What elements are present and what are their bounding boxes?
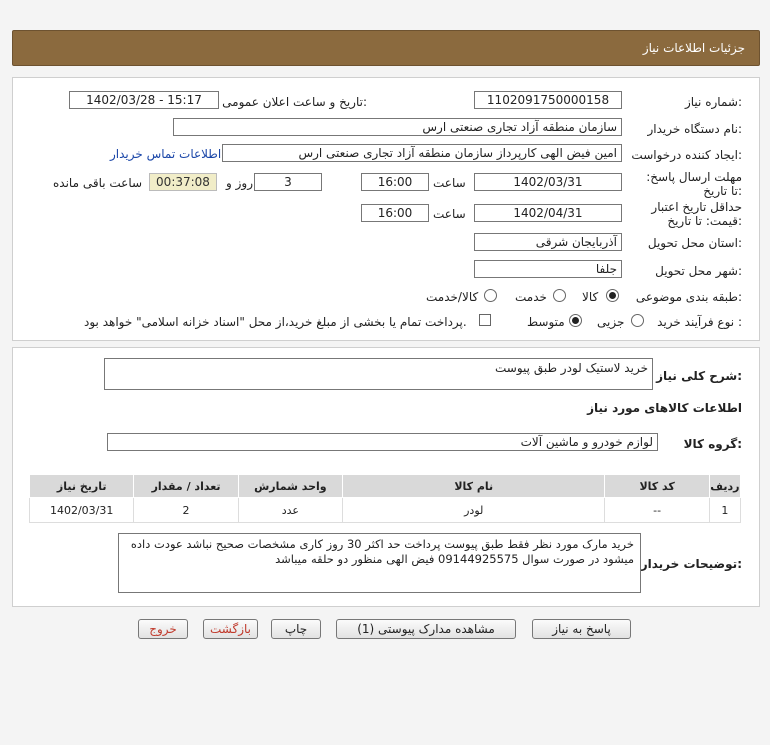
category-goods-service-radio[interactable] [484, 289, 497, 302]
city-field: جلفا [474, 260, 622, 278]
need-number-label: شماره نیاز: [684, 95, 742, 109]
buyer-org-label: نام دستگاه خریدار: [647, 122, 742, 136]
reply-time-label: ساعت [433, 176, 466, 190]
category-label: طبقه بندی موضوعی: [635, 290, 742, 304]
back-button[interactable]: بازگشت [203, 619, 258, 639]
validity-time-field: 16:00 [361, 204, 429, 222]
announce-datetime-field: 1402/03/28 - 15:17 [69, 91, 219, 109]
creator-field: امین فیض الهی کارپرداز سازمان منطقه آزاد تجاری صنعتی ارس [222, 144, 622, 162]
days-field: 3 [254, 173, 322, 191]
col-code: کد کالا [605, 475, 709, 498]
process-minor-label: جزیی [597, 315, 625, 329]
buyer-notes-field: خرید مارک مورد نظر فقط طبق پیوست پرداخت حد اکثر 30 روز کاری مشخصات صحیح نباشد عودت داده میشود در صورت سوال 09144925575 فیض الهی منظور دو حلقه میباشد [118, 533, 641, 593]
goods-table [29, 474, 741, 523]
cell-unit: عدد [238, 498, 342, 523]
days-label: روز و [226, 176, 253, 190]
process-medium-radio[interactable] [569, 314, 582, 327]
col-row: ردیف [709, 475, 740, 498]
treasury-payment-checkbox[interactable] [479, 314, 491, 326]
page-title: جزئیات اطلاعات نیاز [642, 41, 745, 55]
process-medium-label: متوسط [527, 315, 565, 329]
reply-time-field: 16:00 [361, 173, 429, 191]
col-name: نام کالا [343, 475, 605, 498]
category-service-label: خدمت [515, 290, 547, 304]
table-row [30, 498, 741, 523]
category-goods-service-label: کالا/خدمت [426, 290, 479, 304]
print-button[interactable]: چاپ [271, 619, 321, 639]
buyer-org-field: سازمان منطقه آزاد تجاری صنعتی ارس [173, 118, 622, 136]
col-date: تاریخ نیاز [30, 475, 134, 498]
summary-field: خرید لاستیک لودر طبق پیوست [104, 358, 653, 390]
cell-name: لودر [343, 498, 605, 523]
process-minor-radio[interactable] [631, 314, 644, 327]
cell-date: 1402/03/31 [30, 498, 134, 523]
col-qty: تعداد / مقدار [134, 475, 238, 498]
cell-code: -- [605, 498, 709, 523]
validity-date-field: 1402/04/31 [474, 204, 622, 222]
reply-deadline-label: مهلت ارسال پاسخ: تا تاریخ: [646, 170, 742, 198]
validity-time-label: ساعت [433, 207, 466, 221]
view-docs-button[interactable]: مشاهده مدارک پیوستی (1) [336, 619, 516, 639]
page-header [12, 30, 760, 66]
reply-button[interactable]: پاسخ به نیاز [532, 619, 631, 639]
category-goods-label: کالا [582, 290, 599, 304]
treasury-payment-note: پرداخت تمام یا بخشی از مبلغ خرید،از محل "اسناد خزانه اسلامی" خواهد بود. [84, 315, 467, 329]
category-goods-radio[interactable] [606, 289, 619, 302]
goods-section-title: اطلاعات کالاهای مورد نیاز [587, 401, 742, 415]
goods-group-label: گروه کالا: [683, 437, 742, 451]
need-number-field: 1102091750000158 [474, 91, 622, 109]
exit-button[interactable]: خروج [138, 619, 188, 639]
cell-qty: 2 [134, 498, 238, 523]
process-label: نوع فرآیند خرید : [657, 315, 742, 329]
goods-table-header [30, 475, 741, 498]
col-unit: واحد شمارش [238, 475, 342, 498]
remaining-time-field: 00:37:08 [149, 173, 217, 191]
summary-label: شرح کلی نیاز: [656, 369, 742, 383]
province-field: آذربایجان شرقی [474, 233, 622, 251]
contact-buyer-link[interactable]: اطلاعات تماس خریدار [110, 147, 222, 161]
city-label: شهر محل تحویل: [655, 264, 742, 278]
creator-label: ایجاد کننده درخواست: [631, 148, 742, 162]
province-label: استان محل تحویل: [647, 236, 742, 250]
announce-label: تاریخ و ساعت اعلان عمومی: [222, 95, 367, 109]
cell-row: 1 [709, 498, 740, 523]
validity-label: حداقل تاریخ اعتبار قیمت: تا تاریخ: [651, 200, 742, 228]
goods-group-field: لوازم خودرو و ماشین آلات [107, 433, 658, 451]
buyer-notes-label: توضیحات خریدار: [640, 557, 742, 571]
remaining-label: ساعت باقی مانده [53, 176, 143, 190]
reply-date-field: 1402/03/31 [474, 173, 622, 191]
category-service-radio[interactable] [553, 289, 566, 302]
